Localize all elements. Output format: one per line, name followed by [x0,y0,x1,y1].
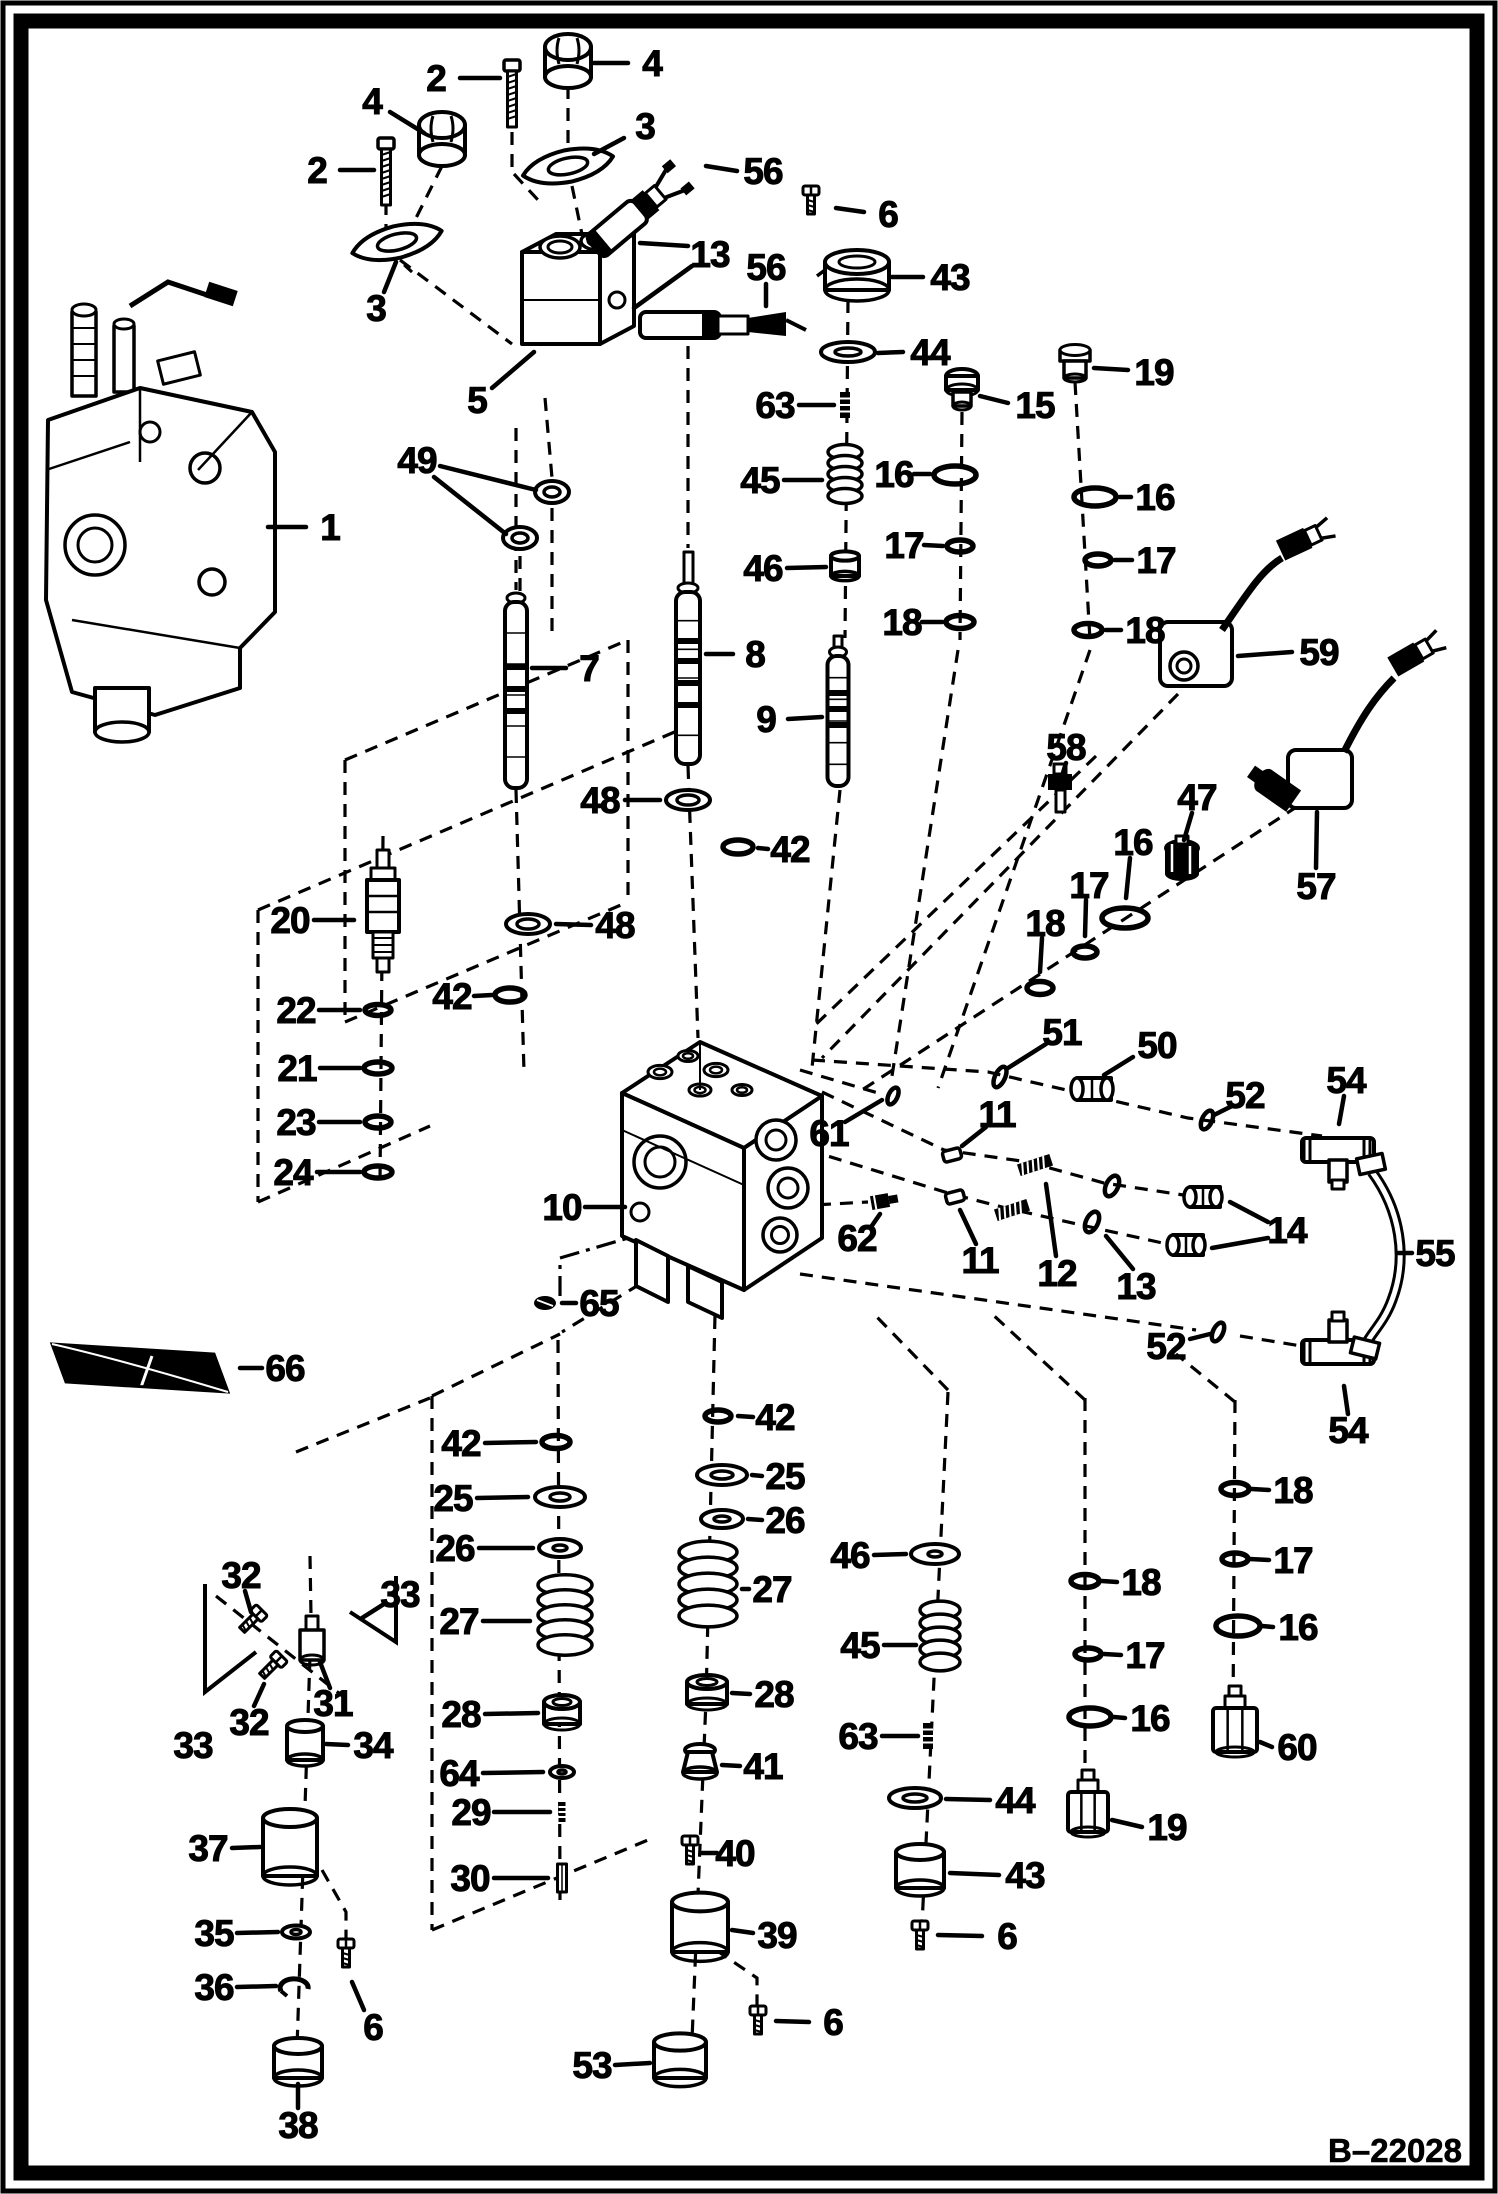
callout-42-59: 42 [441,1423,481,1464]
callout-10-48: 10 [542,1187,582,1228]
spring-part [920,1601,960,1671]
leader-line-52 [1190,1334,1210,1339]
washer-64 [550,1766,574,1778]
leader-line-49 [440,466,536,490]
leader-line-17 [1250,1559,1269,1560]
callout-3-5: 3 [366,288,386,329]
callout-24-41: 24 [273,1152,313,1193]
leader-line-6 [776,2021,809,2022]
leader-line-34 [326,1744,348,1745]
screw-6 [912,1921,928,1949]
screw-6 [338,1939,354,1967]
o-ring-16 [1216,1616,1260,1636]
callout-45-76: 45 [840,1625,880,1666]
callout-33-83: 33 [380,1574,420,1615]
leader-line-35 [237,1932,278,1933]
callout-15-13: 15 [1015,385,1055,426]
leader-line-25 [752,1475,762,1476]
bolt-2 [504,60,520,127]
callout-19-12: 19 [1134,352,1174,393]
callout-41-72: 41 [743,1746,783,1787]
callout-50-43: 50 [1137,1025,1177,1066]
retainer-clip-36 [280,1979,308,1996]
callout-3-4: 3 [635,106,655,147]
seal-ring [364,1062,392,1074]
callout-42-34: 42 [770,829,810,870]
callout-35-89: 35 [194,1913,234,1954]
cap-43 [896,1844,944,1896]
valve-cup-37 [263,1809,317,1885]
callout-6-91: 6 [363,2007,383,2048]
leader-line-19 [1094,368,1128,370]
callout-57-32: 57 [1296,866,1336,907]
leader-line-9 [788,717,822,719]
callout-16-100: 16 [1278,1607,1318,1648]
solenoid-valve-57 [1244,629,1447,811]
callout-25-60: 25 [433,1478,473,1519]
callout-63-77: 63 [838,1716,878,1757]
callout-30-66: 30 [450,1858,490,1899]
callout-18-19: 18 [882,602,922,643]
leader-line-16 [1262,1626,1273,1627]
o-ring-16 [934,466,976,484]
leader-line-53 [615,2063,650,2065]
callout-28-63: 28 [441,1694,481,1735]
washer-44 [889,1788,941,1808]
spring-part [538,1575,592,1655]
callout-27-62: 27 [439,1601,479,1642]
leader-line-13 [1106,1236,1133,1269]
leader-line-28 [485,1713,538,1714]
callout-25-68: 25 [765,1456,805,1497]
pin-11 [945,1189,965,1204]
relief-plug-19 [1068,1770,1108,1837]
callout-54-45: 54 [1326,1060,1366,1101]
bushing-34 [287,1720,323,1766]
callout-13-52: 13 [1116,1266,1156,1307]
callout-27-70: 27 [752,1569,792,1610]
o-ring-17 [1085,554,1111,566]
leader-line-18 [1102,1581,1117,1582]
pilot-stem-31 [300,1616,324,1665]
leader-line-42 [485,1442,536,1443]
callout-9-26: 9 [756,699,776,740]
valve-body-10 [622,1042,822,1318]
leader-line-14 [1230,1202,1268,1222]
screw-6 [682,1836,698,1864]
washer-26 [701,1510,743,1528]
callout-18-31: 18 [1025,903,1065,944]
leader-line-14 [1212,1238,1268,1248]
callout-62-49: 62 [837,1218,877,1259]
leader-line-18 [1252,1489,1269,1490]
callout-56-9: 56 [746,247,786,288]
spring-part [679,1541,737,1627]
leader-line-50 [1104,1057,1133,1075]
plug-19 [1060,345,1090,383]
leader-line-28 [732,1693,750,1694]
callout-11-50: 11 [961,1240,999,1281]
callout-53-93: 53 [572,2045,612,2086]
callout-22-38: 22 [276,990,316,1031]
callout-38-92: 38 [278,2105,318,2146]
leader-line-11 [960,1210,976,1244]
small-o-ring [885,1086,901,1106]
callout-16-15: 16 [874,454,914,495]
washer-35 [282,1926,310,1939]
leader-line-6 [836,208,864,212]
spring-12 [1017,1154,1053,1176]
callout-18-98: 18 [1273,1470,1313,1511]
callout-14-53: 14 [1267,1210,1307,1251]
leader-line-13 [640,243,688,246]
bushing-28 [544,1695,580,1730]
leader-line-12 [1046,1184,1056,1256]
seal-49 [503,527,537,549]
bolt-2 [378,138,394,205]
callout-31-84: 31 [313,1683,353,1724]
leader-line-16 [1114,1717,1125,1718]
callout-51-42: 51 [1042,1012,1082,1053]
callout-12-51: 12 [1037,1253,1077,1294]
callout-17-30: 17 [1069,865,1109,906]
callout-11-47: 11 [978,1094,1016,1135]
spool-9 [828,647,849,786]
leader-line-60 [1260,1742,1272,1747]
callout-1-104: 1 [320,507,340,548]
relief-valve-60 [1213,1686,1257,1757]
leader-line-56 [706,166,737,171]
callout-44-78: 44 [995,1780,1035,1821]
drawing-code: B–22028 [1328,2132,1462,2169]
washer-26 [539,1539,581,1557]
callout-43-79: 43 [1005,1855,1045,1896]
spring-12 [994,1199,1030,1221]
callout-20-36: 20 [270,900,310,941]
leader-line-6 [352,1982,364,2010]
leader-line-64 [483,1772,543,1773]
washer-25 [535,1487,585,1507]
callout-2-0: 2 [426,58,446,99]
leader-line-37 [232,1847,260,1848]
elbow-cap-4 [419,112,465,166]
callout-46-75: 46 [830,1535,870,1576]
o-ring-42 [723,840,753,854]
leader-line-41 [722,1765,740,1766]
callout-47-28: 47 [1177,777,1217,818]
leader-line-26 [748,1519,762,1520]
callout-28-71: 28 [754,1674,794,1715]
callout-17-21: 17 [1136,540,1176,581]
callout-6-80: 6 [997,1916,1017,1957]
screw-6 [256,1650,287,1681]
leader-line-5 [492,352,534,388]
leader-line-57 [1316,812,1317,868]
callout-63-14: 63 [755,385,795,426]
callout-37-88: 37 [188,1828,228,1869]
seal-ring [365,1005,391,1016]
small-o-ring [1209,1321,1227,1343]
spring-part [828,445,862,504]
callout-34-86: 34 [353,1725,393,1766]
callout-36-90: 36 [194,1967,234,2008]
relief-cartridge-20 [367,850,399,972]
callout-61-46: 61 [809,1113,849,1154]
callout-32-82: 32 [221,1555,261,1596]
pin-63 [559,1802,566,1822]
callout-18-94: 18 [1121,1562,1161,1603]
leader-line-44 [878,352,903,353]
callout-16-29: 16 [1113,822,1153,863]
callout-17-95: 17 [1125,1635,1165,1676]
callout-58-27: 58 [1046,727,1086,768]
o-ring-48 [666,790,710,810]
screw-6 [803,186,819,214]
plug-part [1184,1187,1222,1207]
pin-11 [942,1147,962,1162]
callout-5-103: 5 [467,380,487,421]
callout-60-101: 60 [1277,1727,1317,1768]
callout-54-56: 54 [1328,1410,1368,1451]
leader-line-42 [474,995,492,996]
callout-6-81: 6 [823,2002,843,2043]
spool-8 [676,583,700,764]
callout-13-8: 13 [690,234,730,275]
callout-55-54: 55 [1415,1233,1455,1274]
callout-6-7: 6 [878,194,898,235]
callout-44-11: 44 [910,332,950,373]
plug-47 [1165,836,1199,881]
leader-line-48 [556,924,591,925]
elbow-cap-4 [545,34,591,88]
callout-8-25: 8 [745,634,765,675]
cap-38 [274,2038,322,2086]
pin-30 [558,1864,567,1892]
washer-44 [821,342,875,362]
callout-17-17: 17 [884,525,924,566]
leader-line-15 [980,396,1008,403]
leader-line-43 [950,1873,999,1875]
valve-assembly-1 [46,282,275,742]
leader-line-6 [938,1935,982,1936]
o-ring-42 [705,1410,731,1422]
plug-15 [946,369,978,410]
poppet-41 [683,1744,717,1779]
plug-part [1071,1078,1113,1100]
seal-49 [535,481,569,503]
cap-53 [654,2033,706,2086]
callout-33-87: 33 [173,1725,213,1766]
callout-52-55: 52 [1146,1326,1186,1367]
callout-59-23: 59 [1299,632,1339,673]
callout-7-24: 7 [579,648,599,689]
leader-line-49 [434,477,506,534]
o-ring-48 [506,914,550,934]
seal-ring [364,1166,392,1178]
callout-40-73: 40 [715,1833,755,1874]
washer-25 [697,1465,747,1485]
spool-7 [505,593,527,788]
callout-2-2: 2 [307,150,327,191]
leader-line-61 [845,1100,882,1122]
decal-66 [52,1344,228,1392]
callout-19-97: 19 [1147,1807,1187,1848]
leader-line-42 [738,1416,753,1417]
callout-64-64: 64 [439,1753,479,1794]
callout-43-10: 43 [930,257,970,298]
valve-cup-39 [672,1893,728,1962]
leader-line-17 [1104,1654,1121,1655]
pin-63 [923,1723,933,1749]
callout-42-37: 42 [432,976,472,1017]
leader-line-25 [477,1497,528,1498]
callout-56-6: 56 [743,151,783,192]
callout-26-61: 26 [435,1528,475,1569]
leader-line-19 [1112,1820,1142,1827]
callout-42-67: 42 [755,1397,795,1438]
seal-ring [365,1116,391,1128]
leader-line-3 [384,262,396,292]
callout-17-99: 17 [1273,1540,1313,1581]
leader-line-44 [946,1799,990,1800]
callout-4-1: 4 [642,43,662,84]
callout-45-16: 45 [740,460,780,501]
leader-line-17 [924,545,943,546]
o-ring-42 [542,1436,570,1449]
callout-29-65: 29 [451,1792,491,1833]
leader-line-51 [1008,1044,1046,1068]
callout-52-44: 52 [1225,1075,1265,1116]
leader-line-59 [1238,652,1292,656]
plug-62 [870,1192,899,1210]
pin-63 [840,392,850,418]
callout-48-33: 48 [580,780,620,821]
small-o-ring [1102,1173,1122,1198]
callout-4-3: 4 [362,81,382,122]
callout-48-35: 48 [595,905,635,946]
leader-line-36 [237,1986,276,1987]
bushing-46 [831,551,859,580]
cap-43 [817,250,889,301]
plug-65 [534,1296,556,1310]
callout-39-74: 39 [757,1915,797,1956]
small-o-ring [1082,1209,1102,1234]
leader-line-46 [787,567,826,568]
leader-line-42 [758,848,768,849]
plug-part [1167,1235,1205,1255]
o-ring-18 [1027,982,1053,995]
callout-49-102: 49 [397,440,437,481]
tube-55 [1350,1153,1400,1358]
o-ring-17 [1075,1648,1101,1660]
leader-line-39 [732,1930,753,1933]
solenoid-56 [640,312,806,338]
callout-26-69: 26 [765,1500,805,1541]
leader-line-3 [594,138,624,154]
callout-46-18: 46 [743,548,783,589]
leader-line-13 [634,266,692,308]
o-ring-16 [1069,1708,1111,1726]
callout-18-22: 18 [1125,610,1165,651]
bushing-28 [687,1675,727,1710]
callout-65-57: 65 [579,1283,619,1324]
callout-32-85: 32 [229,1702,269,1743]
callout-66-58: 66 [265,1348,305,1389]
callout-21-39: 21 [277,1048,317,1089]
callout-16-96: 16 [1130,1698,1170,1739]
callout-23-40: 23 [276,1102,316,1143]
callout-16-20: 16 [1135,477,1175,518]
leader-line-46 [874,1554,906,1555]
washer-46 [911,1544,959,1564]
screw-6 [750,2006,766,2034]
leader-line-16 [1126,858,1130,898]
